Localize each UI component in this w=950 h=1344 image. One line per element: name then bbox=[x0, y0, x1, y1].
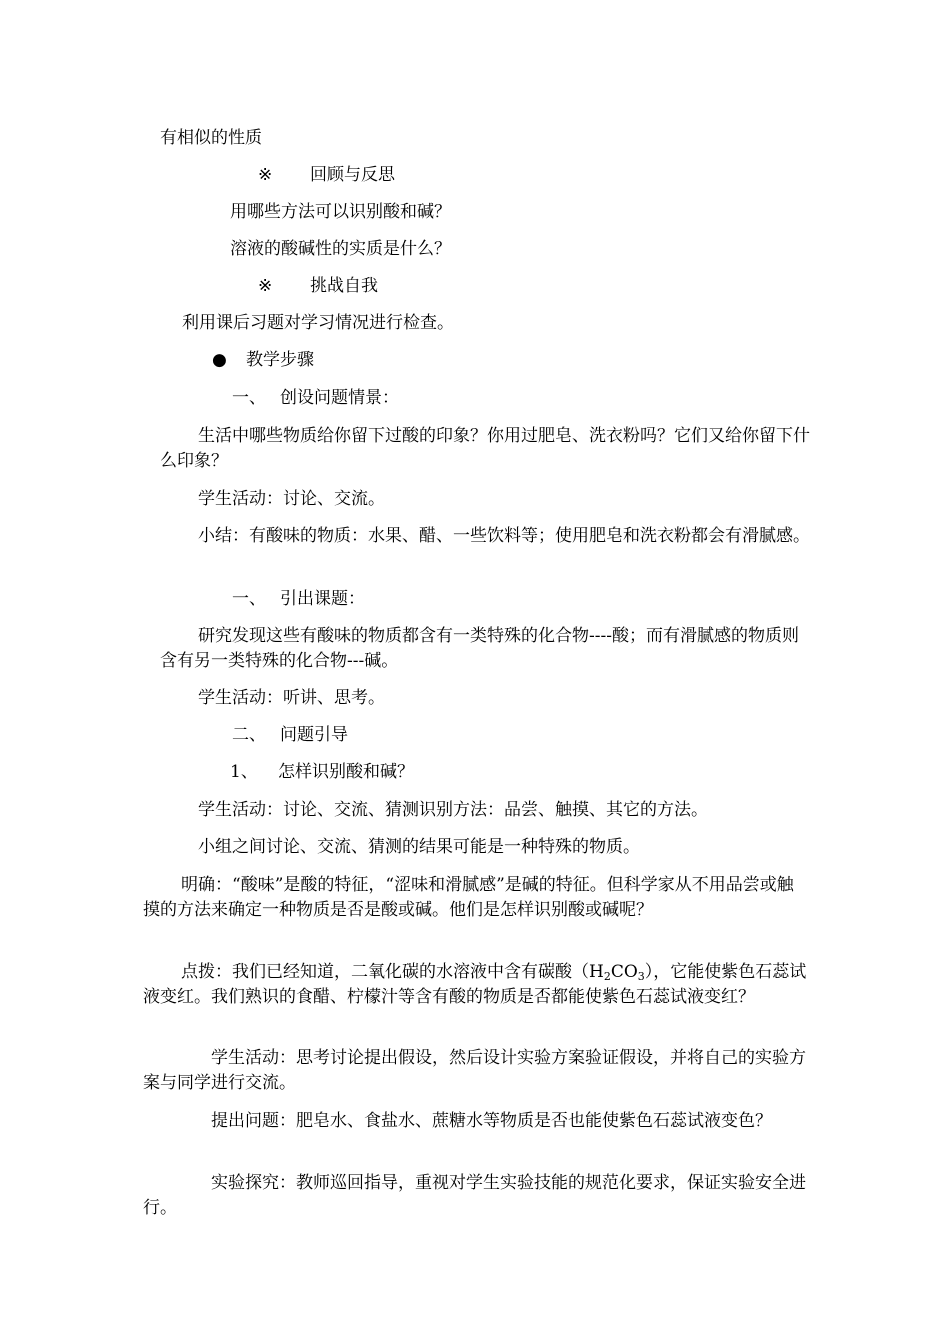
paragraph: 实验探究：教师巡回指导，重视对学生实验技能的规范化要求，保证实验安全进行。 bbox=[143, 1173, 806, 1218]
heading-number: 二、 bbox=[232, 725, 266, 745]
heading-number: 一、 bbox=[232, 589, 266, 609]
paragraph-continuation: 有相似的性质 bbox=[160, 128, 262, 148]
heading-text: 怎样识别酸和碱？ bbox=[278, 762, 414, 782]
paragraph: 生活中哪些物质给你留下过酸的印象？你用过肥皂、洗衣粉吗？它们又给你留下什么印象？ bbox=[160, 426, 810, 471]
bullet-icon: ● bbox=[212, 350, 227, 370]
paragraph: 提出问题：肥皂水、食盐水、蔗糖水等物质是否也能使紫色石蕊试液变色？ bbox=[211, 1111, 772, 1131]
heading-text: 问题引导 bbox=[280, 725, 348, 745]
reference-mark-icon: ※ bbox=[258, 165, 273, 185]
paragraph: 学生活动：思考讨论提出假设，然后设计实验方案验证假设，并将自己的实验方案与同学进行交流。 bbox=[143, 1048, 806, 1093]
subscript: 2 bbox=[603, 970, 611, 983]
paragraph-with-formula bbox=[143, 960, 808, 1010]
numbered-heading bbox=[232, 386, 399, 411]
section-heading-challenge bbox=[258, 274, 378, 299]
text-run: CO bbox=[610, 962, 638, 982]
paragraph: 学生活动：讨论、交流。 bbox=[198, 489, 385, 509]
reference-mark-icon: ※ bbox=[258, 276, 273, 296]
bullet-heading-teaching-steps bbox=[212, 348, 314, 373]
paragraph: 小组之间讨论、交流、猜测的结果可能是一种特殊的物质。 bbox=[198, 837, 640, 857]
question-line: 用哪些方法可以识别酸和碱？ bbox=[230, 202, 451, 222]
text-run: 点拨：我们已经知道，二氧化碳的水溶液中含有碳酸（H bbox=[181, 962, 604, 982]
paragraph: 明确：“酸味”是酸的特征，“涩味和滑腻感”是碱的特征。但科学家从不用品尝或触摸的方法来确定一种物质是否是酸或碱。他们是怎样识别酸或碱呢？ bbox=[143, 875, 794, 920]
heading-number: 一、 bbox=[232, 388, 266, 408]
paragraph: 学生活动：听讲、思考。 bbox=[198, 688, 385, 708]
subscript: 3 bbox=[637, 970, 645, 983]
section-heading-text: 回顾与反思 bbox=[310, 165, 395, 185]
numbered-heading bbox=[232, 723, 348, 748]
paragraph: 利用课后习题对学习情况进行检查。 bbox=[182, 313, 454, 333]
paragraph: 小结：有酸味的物质：水果、醋、一些饮料等；使用肥皂和洗衣粉都会有滑腻感。 bbox=[198, 526, 810, 546]
paragraph: 研究发现这些有酸味的物质都含有一类特殊的化合物----酸；而有滑腻感的物质则含有另一类特殊的化合物---碱。 bbox=[160, 626, 799, 671]
numbered-subheading bbox=[230, 760, 414, 785]
section-heading-review bbox=[258, 163, 395, 188]
section-heading-text: 挑战自我 bbox=[310, 276, 378, 296]
heading-number: 1、 bbox=[230, 762, 258, 782]
heading-text: 创设问题情景： bbox=[280, 388, 399, 408]
bullet-heading-text: 教学步骤 bbox=[246, 350, 314, 370]
heading-text: 引出课题： bbox=[280, 589, 365, 609]
question-line: 溶液的酸碱性的实质是什么？ bbox=[230, 239, 451, 259]
text-run: ），它能使紫色石蕊试液变红。我们熟识的食醋、柠檬汁等含有酸的物质是否都能使紫色石蕊试液变红？ bbox=[143, 962, 807, 1007]
numbered-heading bbox=[232, 587, 365, 612]
paragraph: 学生活动：讨论、交流、猜测识别方法：品尝、触摸、其它的方法。 bbox=[198, 800, 708, 820]
